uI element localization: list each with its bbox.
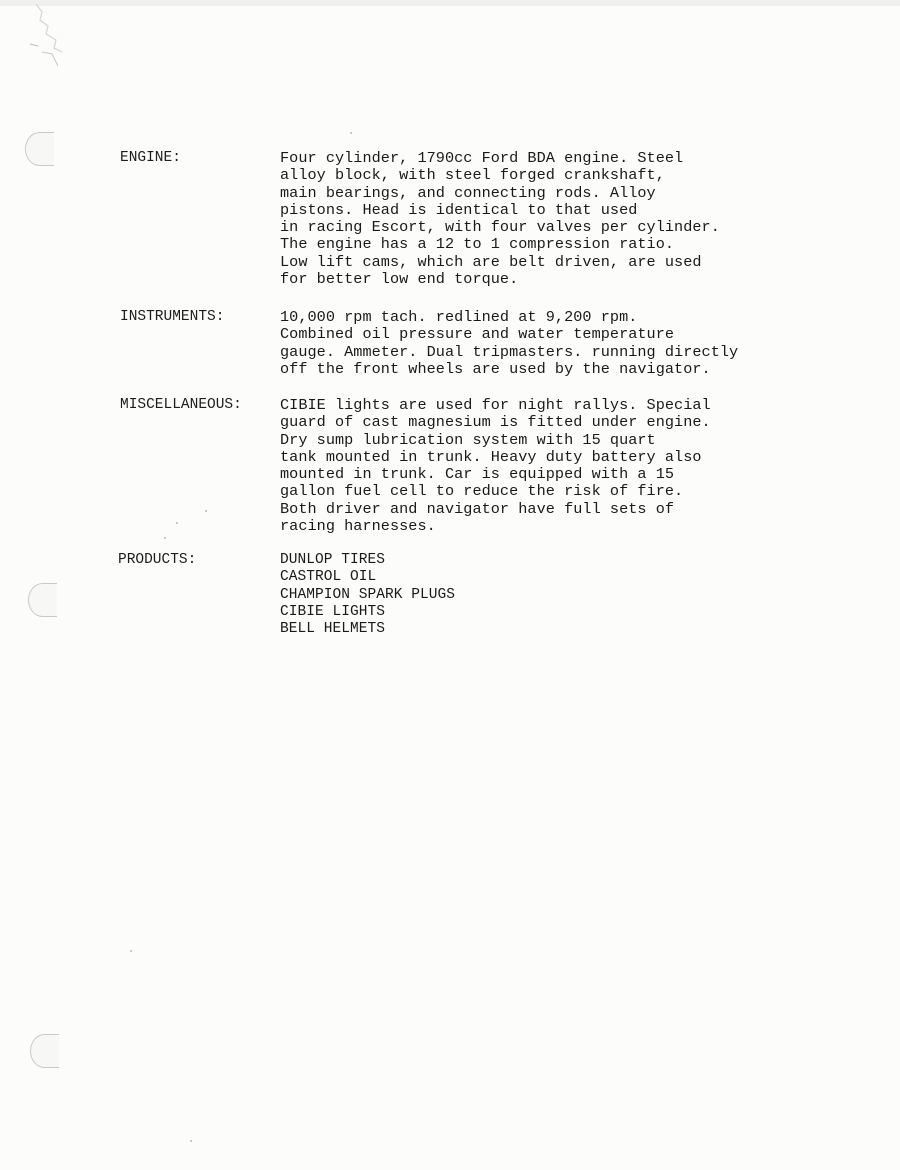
miscellaneous-line: guard of cast magnesium is fitted under engine. [280, 413, 711, 432]
paper-speck [350, 132, 352, 134]
paper-speck [164, 537, 166, 539]
product-item: CASTROL OIL [280, 569, 377, 586]
page-top-edge [0, 0, 900, 6]
miscellaneous-description [280, 397, 711, 535]
punch-hole-bottom [30, 1034, 59, 1068]
paper-speck [205, 510, 207, 512]
miscellaneous-line: Dry sump lubrication system with 15 quart [280, 430, 656, 449]
miscellaneous-line: tank mounted in trunk. Heavy duty battery also [280, 447, 702, 466]
section-label-instruments: INSTRUMENTS: [120, 309, 225, 325]
product-item: CHAMPION SPARK PLUGS [280, 586, 456, 603]
paper-speck [190, 1140, 192, 1142]
instruments-line: 10,000 rpm tach. redlined at 9,200 rpm. [280, 308, 638, 326]
punch-hole-middle [28, 583, 57, 617]
paper-speck [176, 522, 178, 524]
torn-corner-mark [28, 0, 88, 80]
miscellaneous-line: mounted in trunk. Car is equipped with a 15 [280, 465, 675, 484]
products-list [280, 552, 455, 638]
engine-line: for better low end torque. [280, 270, 519, 289]
paper-speck [130, 950, 132, 952]
engine-line: alloy block, with steel forged crankshaft, [280, 166, 665, 185]
miscellaneous-line: racing harnesses. [280, 517, 436, 536]
engine-line: Low lift cams, which are belt driven, are used [280, 252, 702, 271]
product-item: DUNLOP TIRES [280, 552, 386, 568]
engine-line: Four cylinder, 1790cc Ford BDA engine. Steel [280, 149, 684, 167]
product-item: BELL HELMETS [280, 621, 386, 638]
product-item: CIBIE LIGHTS [280, 603, 386, 620]
instruments-line: gauge. Ammeter. Dual tripmasters. running directly [280, 342, 739, 361]
engine-line: The engine has a 12 to 1 compression ratio. [280, 235, 675, 254]
section-label-miscellaneous: MISCELLANEOUS: [120, 397, 242, 413]
section-label-engine: ENGINE: [120, 150, 181, 166]
engine-description [280, 150, 720, 288]
section-label-products: PRODUCTS: [118, 552, 197, 568]
instruments-line: off the front wheels are used by the navigator. [280, 359, 711, 378]
miscellaneous-line: Both driver and navigator have full sets of [280, 499, 675, 518]
miscellaneous-line: gallon fuel cell to reduce the risk of fire. [280, 482, 684, 501]
engine-line: in racing Escort, with four valves per cylinder. [280, 218, 720, 237]
punch-hole-top [25, 132, 54, 166]
engine-line: main bearings, and connecting rods. Alloy [280, 183, 656, 202]
instruments-line: Combined oil pressure and water temperature [280, 325, 675, 344]
instruments-description [280, 309, 738, 378]
miscellaneous-line: CIBIE lights are used for night rallys. Special [280, 396, 711, 414]
engine-line: pistons. Head is identical to that used [280, 200, 638, 219]
